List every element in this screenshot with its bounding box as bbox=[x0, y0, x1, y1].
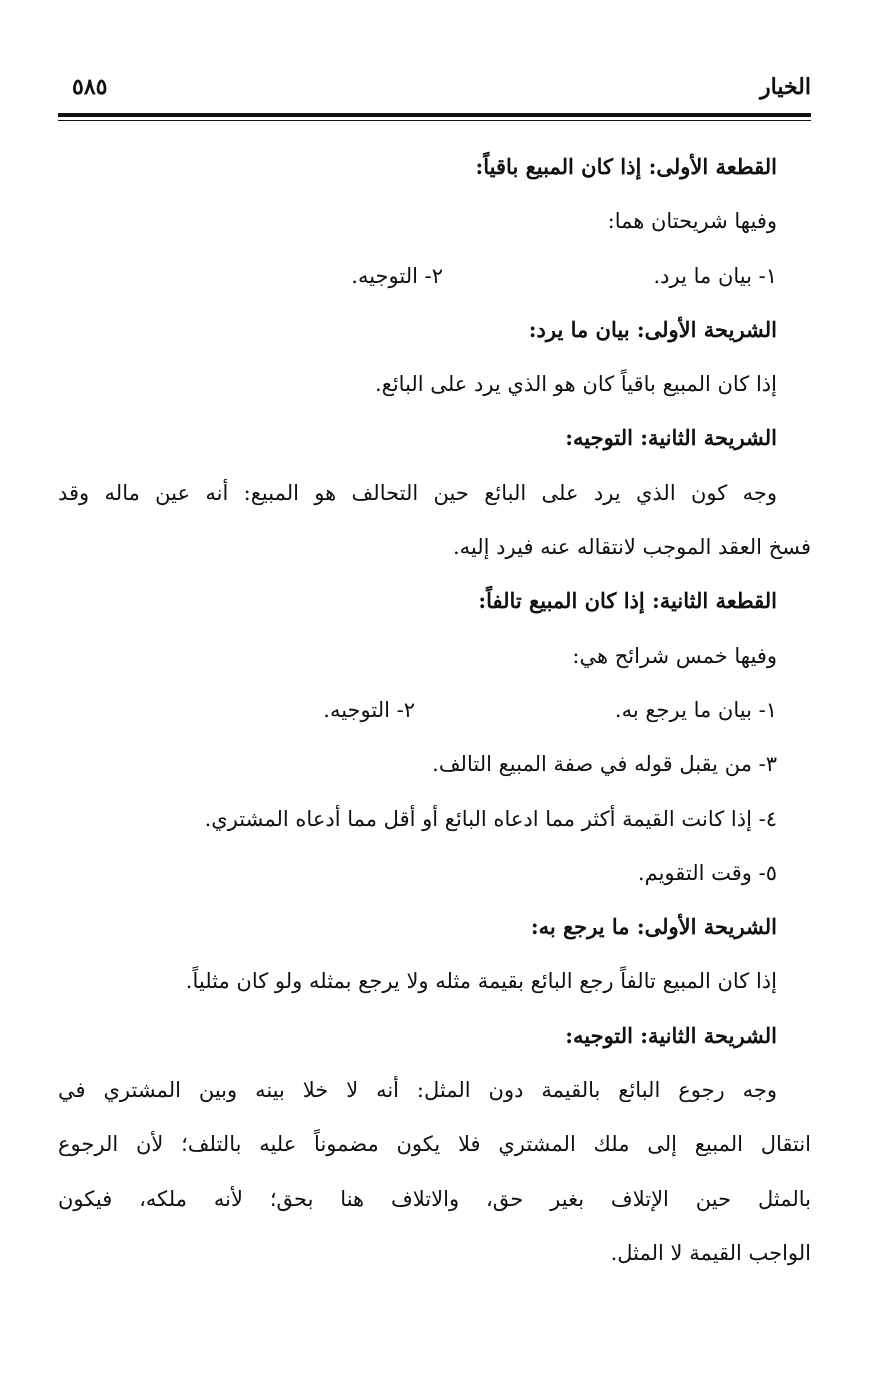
list-item: ٣- من يقبل قوله في صفة المبيع التالف. bbox=[432, 752, 777, 777]
paragraph-line: انتقال المبيع إلى ملك المشتري فلا يكون مضموناً عليه بالتلف؛ لأن الرجوع bbox=[58, 1132, 811, 1157]
body-text bbox=[58, 140, 811, 1280]
paragraph-line: بالمثل حين الإتلاف بغير حق، والاتلاف هنا بحق؛ لأنه ملكه، فيكون bbox=[58, 1186, 811, 1211]
section-heading: القطعة الأولى: إذا كان المبيع باقياً: bbox=[475, 154, 777, 179]
section-heading: القطعة الثانية: إذا كان المبيع تالفاً: bbox=[478, 588, 777, 614]
running-title: الخيار bbox=[760, 74, 811, 100]
text-line: وفيها خمس شرائح هي: bbox=[572, 643, 777, 668]
list-item: ٢- التوجيه. bbox=[351, 263, 443, 288]
text-line: إذا كان المبيع باقياً كان هو الذي يرد على البائع. bbox=[374, 372, 777, 397]
subsection-heading: الشريحة الأولى: ما يرجع به: bbox=[530, 914, 777, 940]
paragraph-line: وجه رجوع البائع بالقيمة دون المثل: أنه لا خلا بينه وبين المشتري في bbox=[58, 1078, 777, 1103]
list-item: ٢- التوجيه. bbox=[323, 697, 415, 722]
list-item: ٤- إذا كانت القيمة أكثر مما ادعاه البائع أو أقل مما أدعاه المشتري. bbox=[204, 806, 777, 831]
list-item: ١- بيان ما يرجع به. bbox=[614, 697, 777, 722]
list-item: ١- بيان ما يرد. bbox=[653, 263, 777, 288]
header-rule-thin bbox=[58, 120, 811, 121]
header-rule-thick bbox=[58, 113, 811, 117]
subsection-heading: الشريحة الثانية: التوجيه: bbox=[565, 425, 777, 451]
running-header bbox=[58, 74, 811, 108]
page-number: ٥٨٥ bbox=[72, 74, 108, 100]
list-row bbox=[58, 683, 811, 737]
subsection-heading: الشريحة الثانية: التوجيه: bbox=[565, 1022, 777, 1048]
text-line: إذا كان المبيع تالفاً رجع البائع بقيمة مثله ولا يرجع بمثله ولو كان مثلياً. bbox=[185, 969, 777, 994]
text-line: وفيها شريحتان هما: bbox=[607, 209, 777, 234]
paragraph-line: فسخ العقد الموجب لانتقاله عنه فيرد إليه. bbox=[453, 535, 811, 560]
list-row bbox=[58, 249, 811, 303]
subsection-heading: الشريحة الأولى: بيان ما يرد: bbox=[528, 316, 777, 342]
paragraph-line: الواجب القيمة لا المثل. bbox=[610, 1240, 811, 1265]
list-item: ٥- وقت التقويم. bbox=[637, 860, 777, 885]
paragraph-line: وجه كون الذي يرد على البائع حين التحالف هو المبيع: أنه عين ماله وقد bbox=[58, 480, 777, 505]
